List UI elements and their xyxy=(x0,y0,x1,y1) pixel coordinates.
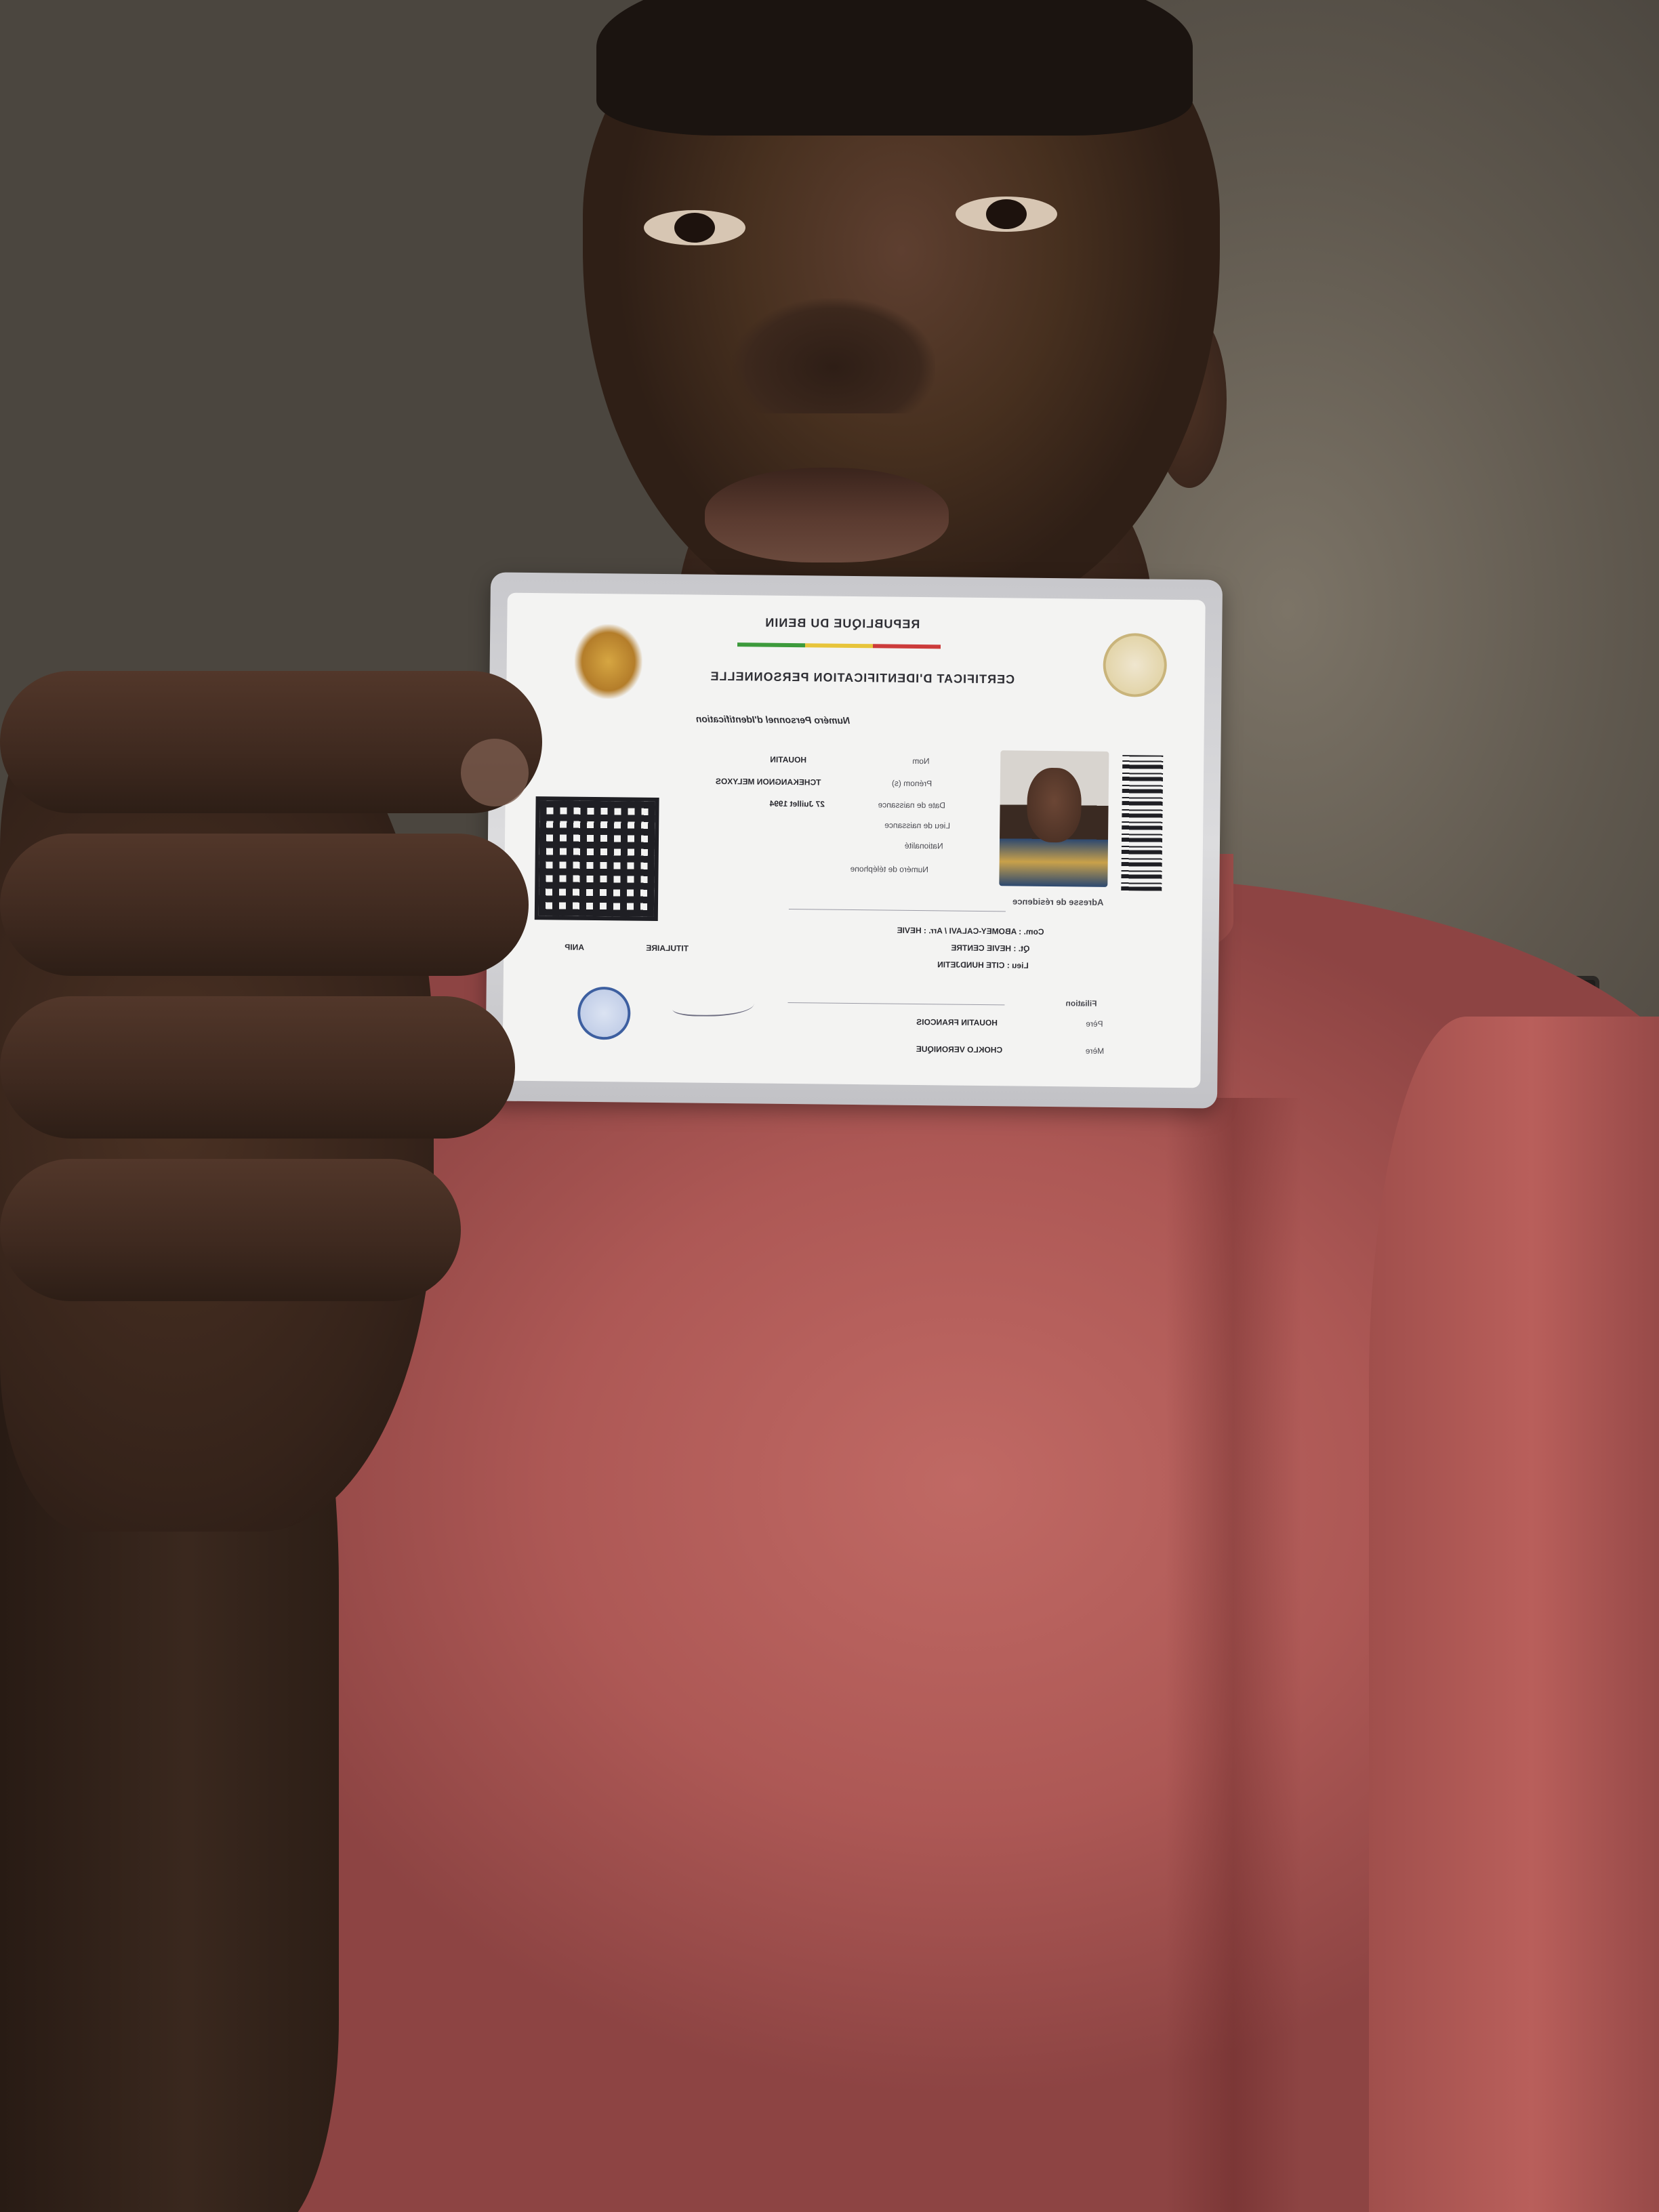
card-country: REPUBLIQUE DU BENIN xyxy=(764,615,920,632)
little-finger xyxy=(0,1159,461,1301)
nose xyxy=(732,298,935,413)
field-label: Prénom (s) xyxy=(891,778,933,789)
shirt-fold-shadow xyxy=(1166,1098,1301,2212)
lips xyxy=(705,468,949,562)
address-line: Lieu : CITE HUNDJETIN xyxy=(937,960,1029,970)
divider xyxy=(787,1002,1004,1005)
middle-finger xyxy=(0,834,529,976)
signature xyxy=(672,994,754,1017)
mother-label: Mère xyxy=(1085,1046,1105,1056)
shirt-sleeve xyxy=(1369,1017,1659,2212)
address-label: Adresse de résidence xyxy=(1012,896,1104,907)
father-value: HOUATIN FRANCOIS xyxy=(916,1017,998,1028)
agency-label: ANIP xyxy=(565,942,585,952)
field-label: Nom xyxy=(912,756,930,766)
coat-of-arms-icon xyxy=(574,624,642,699)
field-label: Numéro de téléphone xyxy=(850,863,929,875)
index-finger xyxy=(0,671,542,813)
field-value: HOUATIN xyxy=(770,754,807,765)
right-eye xyxy=(956,197,1057,232)
seal-icon xyxy=(1103,633,1167,697)
ring-finger xyxy=(0,996,515,1139)
field-label: Date de naissance xyxy=(878,800,946,811)
field-value: 27 Juillet 1994 xyxy=(769,798,825,809)
hair xyxy=(596,0,1193,136)
filiation-label: Filiation xyxy=(1065,998,1097,1008)
left-eye xyxy=(644,210,745,245)
card-title: CERTIFICAT D'IDENTIFICATION PERSONNELLE xyxy=(710,669,1015,687)
field-label: Lieu de naissance xyxy=(884,820,951,831)
barcode xyxy=(1121,755,1163,891)
holder-label: TITULAIRE xyxy=(646,943,689,954)
address-line: Qt. : HEVIE CENTRE xyxy=(951,943,1030,954)
father-label: Père xyxy=(1086,1019,1103,1029)
qr-code xyxy=(535,796,659,921)
npi-label: Numéro Personnel d'Identification xyxy=(695,713,851,726)
id-photo-face xyxy=(1027,768,1082,843)
field-value: TCHEKANGNON MELYXOS xyxy=(715,776,821,787)
flag-stripe xyxy=(737,642,941,649)
stamp-icon xyxy=(577,987,631,1040)
mother-value: CHOKLO VERONIQUE xyxy=(916,1044,1003,1055)
address-line: Com. : ABOMEY-CALAVI / Arr. : HEVIE xyxy=(897,925,1044,937)
id-card xyxy=(502,593,1205,1088)
fingernail xyxy=(461,739,529,806)
divider xyxy=(789,909,1006,912)
field-label: Nationalité xyxy=(904,840,943,851)
